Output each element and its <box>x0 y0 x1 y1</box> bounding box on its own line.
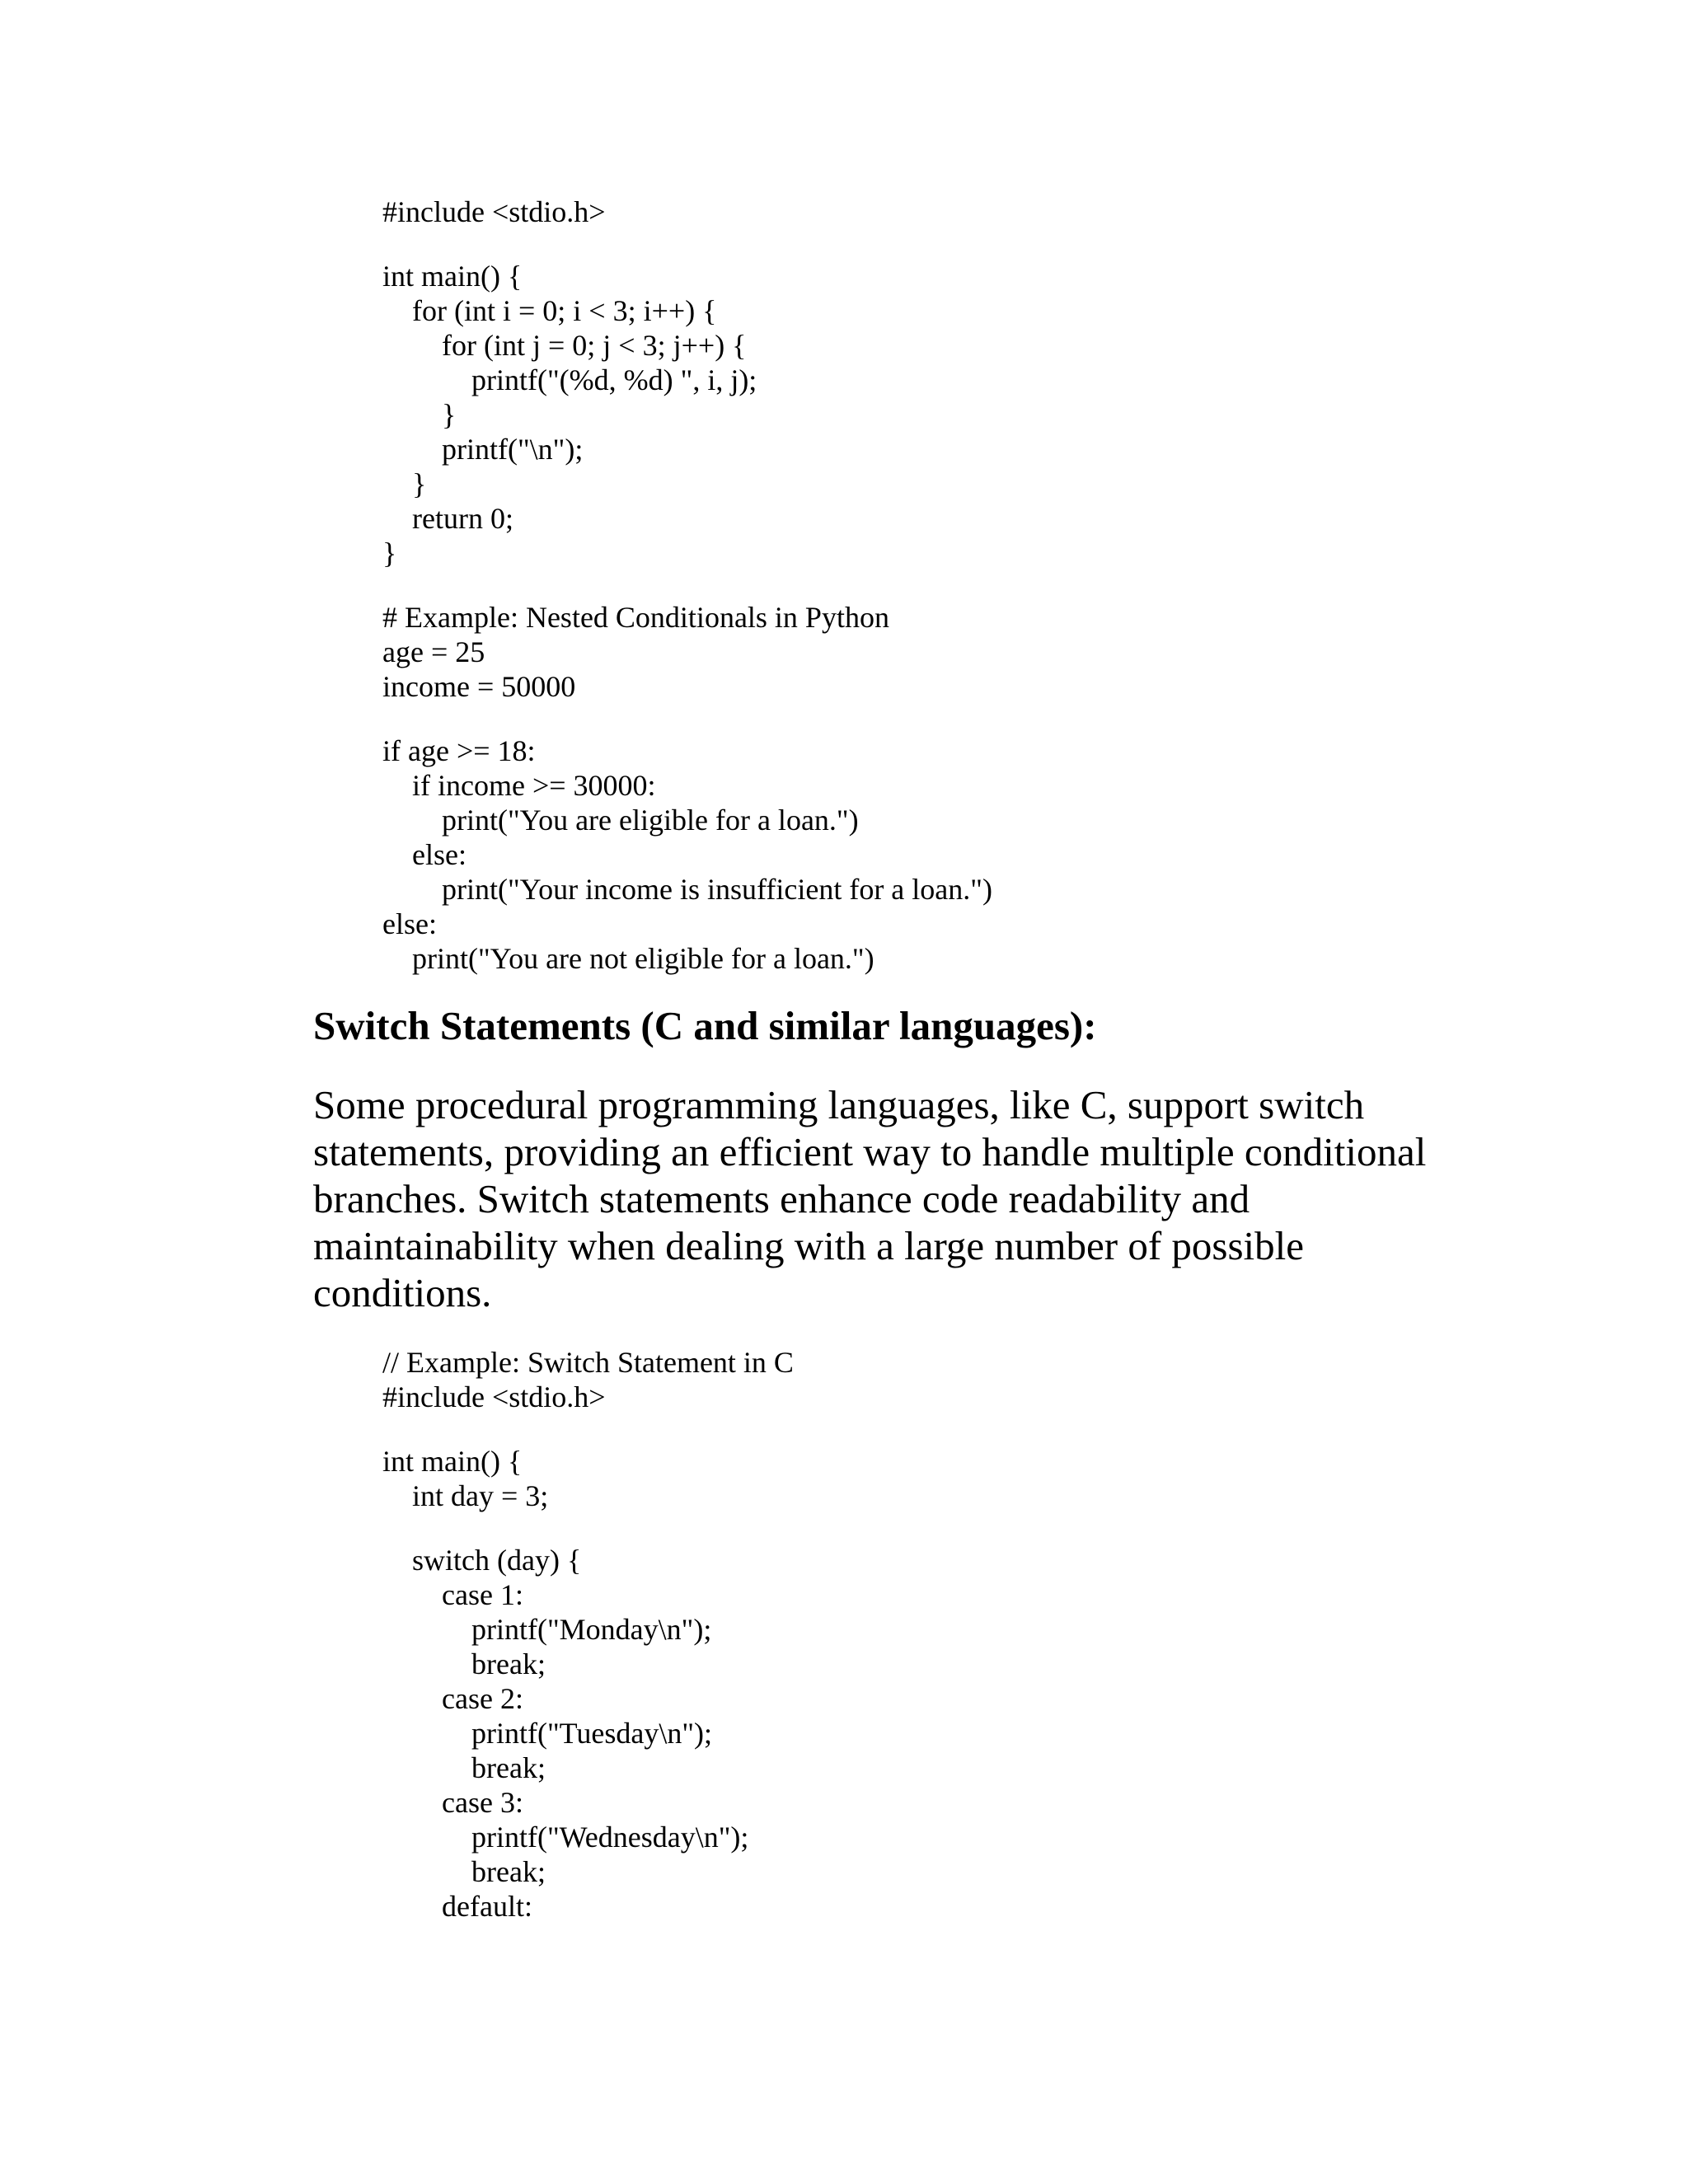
code-line: case 2: <box>382 1682 523 1715</box>
code-line: #include <stdio.h> <box>382 195 606 228</box>
code-line: #include <stdio.h> <box>382 1380 606 1413</box>
code-line: } <box>382 467 427 500</box>
code-line: case 3: <box>382 1786 523 1819</box>
code-line: age = 25 <box>382 635 485 668</box>
code-block-switch-example <box>382 1345 794 1924</box>
code-line: printf("Monday\n"); <box>382 1613 712 1646</box>
code-line: else: <box>382 838 467 871</box>
code-line: print("Your income is insufficient for a loan.") <box>382 873 992 906</box>
section-paragraph <box>313 1081 1484 1316</box>
code-blank-line <box>382 704 992 733</box>
code-line: if income >= 30000: <box>382 769 656 802</box>
code-line: // Example: Switch Statement in C <box>382 1346 794 1379</box>
paragraph-line: maintainability when dealing with a large number of possible <box>313 1223 1305 1268</box>
code-line: print("You are eligible for a loan.") <box>382 804 859 837</box>
code-line: return 0; <box>382 502 513 535</box>
code-line: income = 50000 <box>382 670 576 703</box>
code-line: print("You are not eligible for a loan.") <box>382 942 874 975</box>
code-line: switch (day) { <box>382 1544 582 1577</box>
code-line: default: <box>382 1890 532 1923</box>
code-line: int main() { <box>382 260 523 293</box>
code-blank-line <box>382 570 992 600</box>
code-line: int day = 3; <box>382 1479 549 1512</box>
code-line: for (int i = 0; i < 3; i++) { <box>382 294 717 327</box>
code-line: int main() { <box>382 1445 523 1478</box>
code-line: else: <box>382 907 437 940</box>
code-line: printf("(%d, %d) ", i, j); <box>382 363 757 396</box>
code-line: if age >= 18: <box>382 734 536 767</box>
code-line: printf("\n"); <box>382 433 584 466</box>
paragraph-line: Some procedural programming languages, like C, support switch <box>313 1082 1365 1127</box>
code-block-c-loops-and-python-conditionals <box>382 194 992 976</box>
code-line: break; <box>382 1855 546 1888</box>
code-line: # Example: Nested Conditionals in Python <box>382 601 889 634</box>
code-blank-line <box>382 229 992 259</box>
code-line: break; <box>382 1751 546 1784</box>
code-line: case 1: <box>382 1578 523 1611</box>
code-line: for (int j = 0; j < 3; j++) { <box>382 329 747 362</box>
code-line: printf("Tuesday\n"); <box>382 1717 713 1750</box>
code-blank-line <box>382 1414 794 1444</box>
code-blank-line <box>382 1513 794 1543</box>
paragraph-line: conditions. <box>313 1270 492 1315</box>
paragraph-line: branches. Switch statements enhance code readability and <box>313 1176 1250 1221</box>
paragraph-line: statements, providing an efficient way to handle multiple conditional <box>313 1129 1427 1174</box>
code-line: break; <box>382 1647 546 1680</box>
section-heading: Switch Statements (C and similar languages): <box>313 1003 1097 1048</box>
code-line: } <box>382 537 397 569</box>
code-line: printf("Wednesday\n"); <box>382 1821 749 1854</box>
code-line: } <box>382 398 457 431</box>
